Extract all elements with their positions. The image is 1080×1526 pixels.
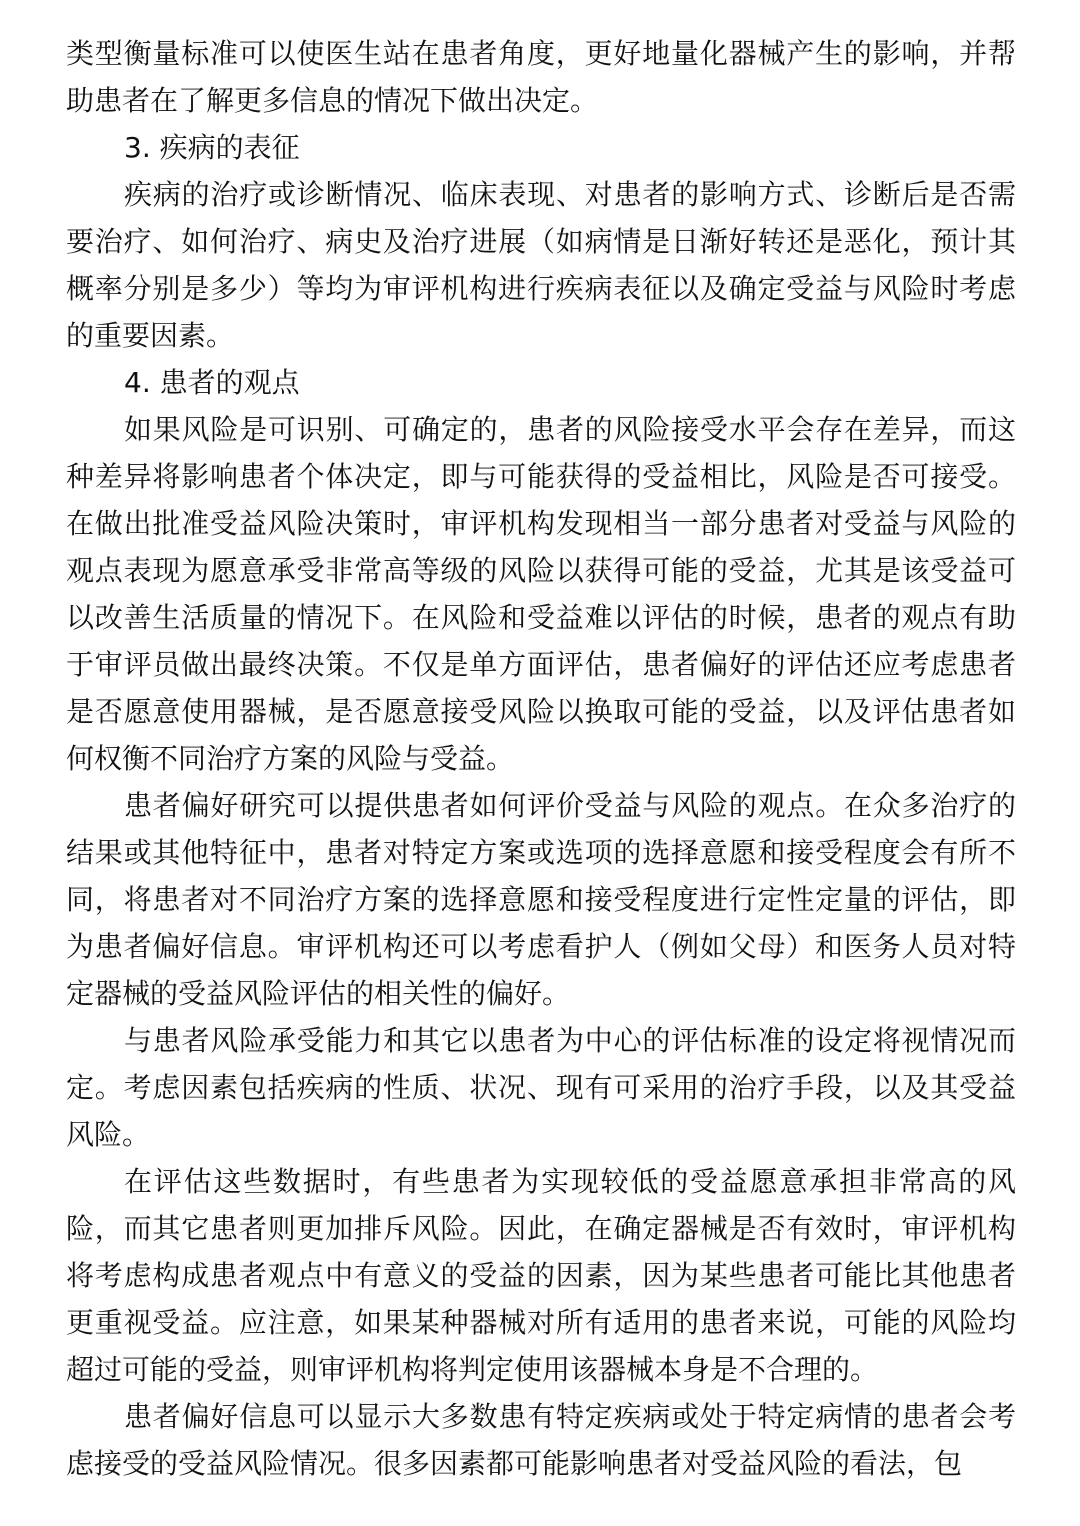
document-body [66,30,1016,1487]
paragraph-preference-information: 患者偏好信息可以显示大多数患有特定疾病或处于特定病情的患者会考虑接受的受益风险情况。很多因素都可能影响患者对受益风险的看法，包 [66,1400,1016,1480]
paragraph-data-evaluation: 在评估这些数据时，有些患者为实现较低的受益愿意承担非常高的风险，而其它患者则更加排斥风险。因此，在确定器械是否有效时，审评机构将考虑构成患者观点中有意义的受益的因素，因为某些患者可能比其他患者更重视受益。应注意，如果某种器械对所有适用的患者来说，可能的风险均超过可能的受益，则审评机构将判定使用该器械本身是不合理的。 [66,1165,1016,1386]
paragraph-disease-characterization: 疾病的治疗或诊断情况、临床表现、对患者的影响方式、诊断后是否需要治疗、如何治疗、病史及治疗进展（如病情是日渐好转还是恶化，预计其概率分别是多少）等均为审评机构进行疾病表征以及确定受益与风险时考虑的重要因素。 [66,178,1016,352]
section-heading-disease-characterization: 3. 疾病的表征 [124,131,300,164]
paragraph-preference-studies: 患者偏好研究可以提供患者如何评价受益与风险的观点。在众多治疗的结果或其他特征中，患者对特定方案或选项的选择意愿和接受程度会有所不同，将患者对不同治疗方案的选择意愿和接受程度进行定性定量的评估，即为患者偏好信息。审评机构还可以考虑看护人（例如父母）和医务人员对特定器械的受益风险评估的相关性的偏好。 [66,789,1016,1010]
section-heading-patient-perspective: 4. 患者的观点 [124,366,300,399]
paragraph-continuation: 类型衡量标准可以使医生站在患者角度，更好地量化器械产生的影响，并帮助患者在了解更多信息的情况下做出决定。 [66,37,1016,117]
paragraph-risk-tolerance: 如果风险是可识别、可确定的，患者的风险接受水平会存在差异，而这种差异将影响患者个体决定，即与可能获得的受益相比，风险是否可接受。在做出批准受益风险决策时，审评机构发现相当一部分患者对受益与风险的观点表现为愿意承受非常高等级的风险以获得可能的受益，尤其是该受益可以改善生活质量的情况下。在风险和受益难以评估的时候，患者的观点有助于审评员做出最终决策。不仅是单方面评估，患者偏好的评估还应考虑患者是否愿意使用器械，是否愿意接受风险以换取可能的受益，以及评估患者如何权衡不同治疗方案的风险与受益。 [66,413,1016,775]
paragraph-assessment-criteria: 与患者风险承受能力和其它以患者为中心的评估标准的设定将视情况而定。考虑因素包括疾病的性质、状况、现有可采用的治疗手段，以及其受益风险。 [66,1024,1016,1151]
